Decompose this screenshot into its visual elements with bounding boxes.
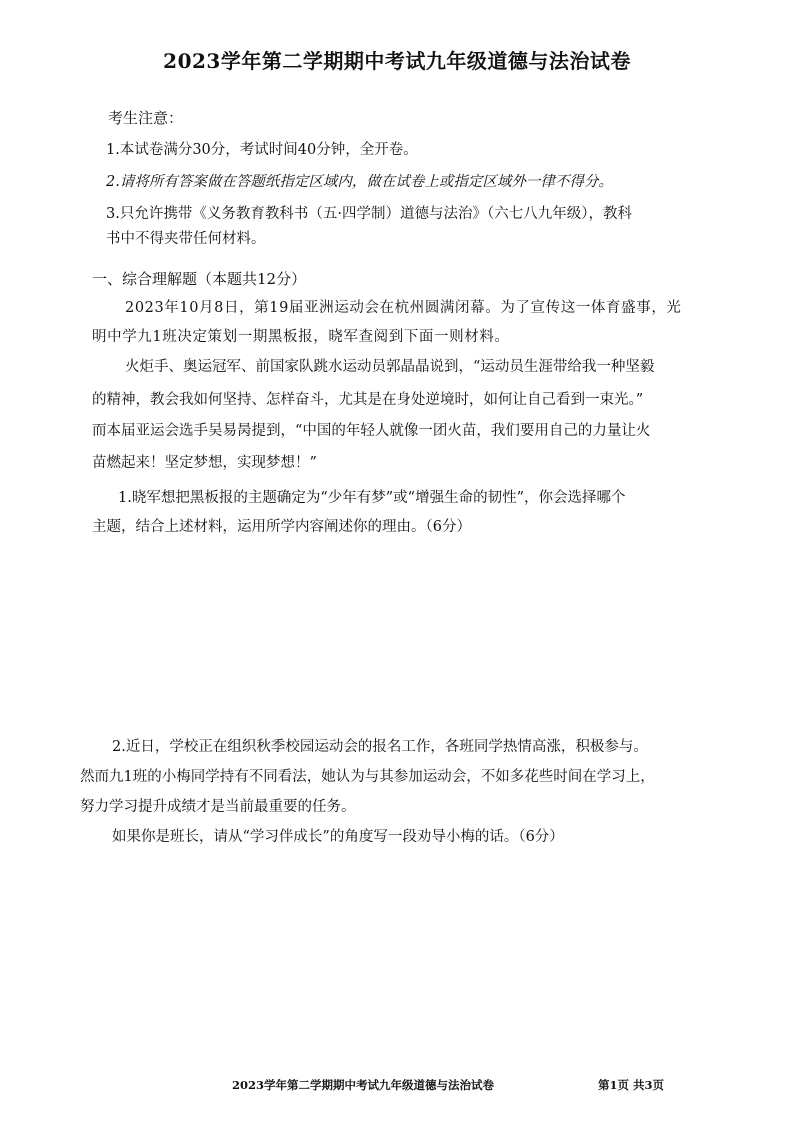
material-line: 火炬手、奥运冠军、前国家队跳水运动员郭晶晶说到，“运动员生涯带给我一种坚毅 [125,359,655,375]
material-line: 2023年10月8日，第19届亚洲运动会在杭州圆满闭幕。为了宣传这一体育盛事，光 [125,300,682,316]
question-2-text: 然而九1班的小梅同学持有不同看法，她认为与其参加运动会，不如多花些时间在学习上， [80,769,655,785]
question-1-text: 1.晓军想把黑板报的主题确定为“少年有梦”或“增强生命的韧性”，你会选择哪个 [118,490,626,506]
notice-item: 3.只允许携带《义务教育教科书（五·四学制）道德与法治》（六七八九年级），教科 [106,206,632,222]
notice-item: 1.本试卷满分30分，考试时间40分钟，全开卷。 [106,142,418,158]
answer-space-2 [92,855,702,1055]
page-number: 第1页 共3页 [598,1078,665,1092]
material-line: 的精神，教会我如何坚持、怎样奋斗，尤其是在身处逆境时，如何让自己看到一束光。” [92,392,644,408]
answer-space-1 [92,545,702,725]
question-2-text: 2.近日，学校正在组织秋季校园运动会的报名工作，各班同学热情高涨，积极参与。 [112,739,648,755]
page-title: 2023学年第二学期期中考试九年级道德与法治试卷 [163,49,631,73]
question-2-prompt: 如果你是班长，请从“学习伴成长”的角度写一段劝导小梅的话。（6分） [112,829,564,845]
section-heading: 一、综合理解题（本题共12分） [92,270,307,288]
footer-title: 2023学年第二学期期中考试九年级道德与法治试卷 [232,1078,495,1092]
question-2-text: 努力学习提升成绩才是当前最重要的任务。 [80,799,356,815]
material-line: 苗燃起来！坚定梦想，实现梦想！” [92,455,317,471]
notice-item-continued: 书中不得夹带任何材料。 [106,231,266,247]
material-line: 明中学九1班决定策划一期黑板报，晓军查阅到下面一则材料。 [92,329,510,345]
question-1-text: 主题，结合上述材料，运用所学内容阐述你的理由。（6分） [92,519,471,535]
notice-heading: 考生注意： [108,109,184,127]
material-line: 而本届亚运会选手吴易昺提到，“中国的年轻人就像一团火苗，我们要用自己的力量让火 [92,423,651,439]
notice-item: 2.请将所有答案做在答题纸指定区域内，做在试卷上或指定区域外一律不得分。 [106,174,613,190]
